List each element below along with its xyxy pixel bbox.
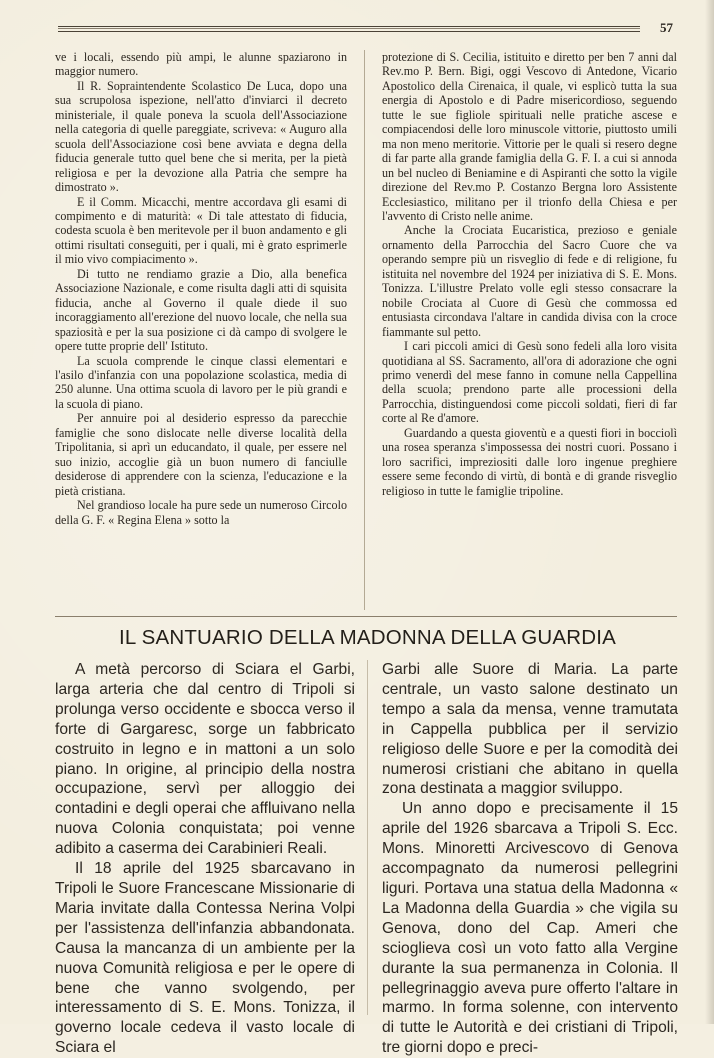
top-right-column	[382, 50, 677, 498]
paragraph: Di tutto ne rendiamo grazie a Dio, alla benefica Associazione Nazionale, e come risulta dagli atti di squisita fiducia, anche al Governo il quale diede il suo incoraggiamento all'erezione del nuovo locale, che nella sua spaziosità e per la sua posizione ci dà campo di svolgere le opere tutte proprie dell' Istituto.	[55, 266, 347, 354]
paragraph: E il Comm. Micacchi, mentre accordava gli esami di compimento e di maturità: « Di tale attestato di fiducia, codesta scuola è ben meritevole per il buon andamento e gli ottimi risultati conseguiti, per i quali, mi è grato esprimerle il mio vivo compiacimento ».	[55, 194, 347, 267]
page-edge-shadow	[705, 0, 714, 1024]
section-divider	[55, 616, 677, 617]
top-left-column	[55, 50, 347, 527]
paragraph: protezione di S. Cecilia, istituito e diretto per ben 7 anni dal Rev.mo P. Bern. Bigi, oggi Vescovo di Antedone, Vicario Apostolico della Cirenaica, il quale, vi esplicò tutta la sua energia di Apostolo e di Padre misericordioso, seguendo tutte le sue figliole spirituali nelle pratiche ascese e compiacendosi delle loro minuscole vittorie, piuttosto umili ma non meno meritorie. Vittorie per le quali si resero degne di far parte alla grande famiglia della G. F. I. a cui si annoda un bel nucleo di Beniamine e di Aspiranti che sotto la vigile direzione del Rev.mo P. Costanzo Bergna loro Assistente Ecclesiastico, militano per il trionfo della Chiesa e per l'avvento di Cristo nelle anime.	[382, 50, 677, 223]
paragraph: Nel grandioso locale ha pure sede un numeroso Circolo della G. F. « Regina Elena » sotto la	[55, 498, 347, 527]
paragraph: I cari piccoli amici di Gesù sono fedeli alla loro visita quotidiana al SS. Sacramento, all'ora di adorazione che ogni primo venerdì del mese fanno in comune nella Cappellina della scuola; prendono parte alle processioni della Parrocchia, distinguendosi come piccoli soldati, fieri di far corte al Re d'amore.	[382, 339, 677, 426]
header-double-rule	[58, 26, 640, 32]
section-title: IL SANTUARIO DELLA MADONNA DELLA GUARDIA	[118, 626, 617, 649]
paragraph: Guardando a questa gioventù e a questi fiori in bocciolì una rosea speranza s'impossessa dei nostri cuori. Possano i loro sacrifici, impreziositi dalle loro ingenue preghiere essere seme fecondo di virtù, di bontà e di grande risveglio religioso in tutte le famiglie tripoline.	[382, 425, 677, 498]
paragraph: A metà percorso di Sciara el Garbi, larga arteria che dal centro di Tripoli si prolunga verso occidente e sbocca verso il forte di Gargaresc, sorge un fabbricato costruito in legno e in mattoni a un solo piano. In origine, al principio della nostra occupazione, servì per alloggio dei contadini e degli operai che affluivano nella nuova Colonia conquistata; poi venne adibito a caserma dei Carabinieri Reali.	[55, 661, 355, 858]
column-divider	[367, 660, 368, 1015]
paragraph: Anche la Crociata Eucaristica, prezioso e geniale ornamento della Parrocchia del Sacro Cuore che va operando sempre più un risveglio di fede e di religione, fu istituita nel novembre del 1924 per iniziativa di S. E. Mons. Tonizza. L'illustre Prelato volle egli stesso consacrare la nobile Crociata al Cuore di Gesù che commossa ed entusiasta circondava l'altare in candida divisa con la croce fiammante sul petto.	[382, 223, 677, 339]
paragraph: La scuola comprende le cinque classi elementari e l'asilo d'infanzia con una popolazione scolastica, media di 250 alunne. Una ottima scuola di lavoro per le più grandi e la scuola di piano.	[55, 353, 347, 411]
paragraph: Il R. Sopraintendente Scolastico De Luca, dopo una sua scrupolosa ispezione, nell'atto d'inviarci il decreto ministeriale, il quale poneva la scuola dell'Associazione nella categoria di quelle pareggiate, scriveva: « Auguro alla scuola dell'Associazione così bene avviata e degna della fiducia generale tutto quel bene che si merita, per la pietà religiosa e per la devozione alla Patria che sempre ha dimostrato ».	[55, 78, 347, 195]
bottom-left-column	[55, 660, 355, 1058]
paragraph: Per annuire poi al desiderio espresso da parecchie famiglie che sono dislocate nelle diverse località della Tripolitania, si aprì un educandato, il quale, per essere nel suo inizio, accoglie già un buon numero di fanciulle desiderose di apprendere con la scienza, l'educazione e la pietà cristiana.	[55, 411, 347, 498]
page-number: 57	[660, 20, 673, 35]
paragraph: Il 18 aprile del 1925 sbarcavano in Tripoli le Suore Francescane Missionarie di Maria invitate dalla Contessa Nerina Volpi per l'assistenza dell'infanzia abbandonata. Causa la mancanza di un ambiente per la nuova Comunità religiosa e per le opere di bene che vanno svolgendo, per interessamento di S. E. Mons. Tonizza, il governo locale cedeva il vasto locale di Sciara el	[55, 860, 355, 1057]
paragraph: ve i locali, essendo più ampi, le alunne spaziarono in maggior numero.	[55, 50, 347, 79]
paragraph: Un anno dopo e precisamente il 15 aprile del 1926 sbarcava a Tripoli S. Ecc. Mons. Minoretti Arcivescovo di Genova accompagnato da numerosi pellegrini liguri. Portava una statua della Madonna « La Madonna della Guardia » che vigila su Genova, dono del Cap. Ameri che scioglieva così un voto fatto alla Vergine durante la sua permanenza in Colonia. Il pellegrinaggio aveva pure offerto l'altare in marmo. In forma solenne, con intervento di tutte le Autorità e dei cristiani di Tripoli, tre giorni dopo e preci-	[382, 800, 678, 1057]
paragraph: Garbi alle Suore di Maria. La parte centrale, un vasto salone destinato un tempo a sala da mensa, venne tramutata in Cappella pubblica per il servizio religioso delle Suore e per la comodità dei numerosi cristiani che abitano in quella zona destinata a maggior sviluppo.	[382, 661, 678, 798]
column-divider	[364, 50, 365, 610]
bottom-right-column	[382, 660, 678, 1058]
